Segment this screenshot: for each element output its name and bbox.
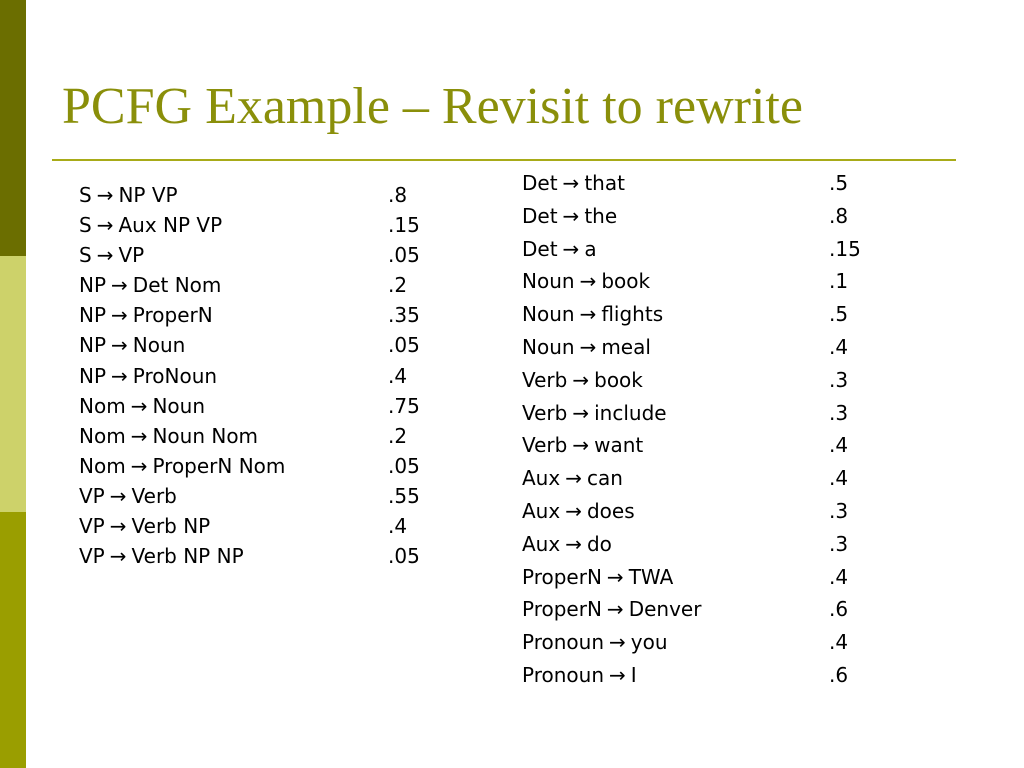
rule-rhs: you: [630, 630, 668, 655]
slide-title: PCFG Example – Revisit to rewrite: [62, 78, 803, 135]
grammar-rule-row: [79, 421, 420, 451]
rule-text: [522, 495, 829, 528]
rule-rhs: a: [584, 236, 597, 261]
rule-probability: .3: [829, 531, 849, 556]
rule-text: [79, 481, 388, 511]
arrow-right-icon: →: [572, 400, 590, 425]
arrow-right-icon: →: [109, 544, 127, 569]
arrow-right-icon: →: [130, 393, 148, 418]
arrow-right-icon: →: [562, 171, 580, 195]
rule-lhs: Verb: [522, 433, 568, 458]
rule-text: [79, 330, 388, 360]
arrow-right-icon: →: [96, 243, 114, 268]
rule-text: [79, 451, 388, 481]
arrow-right-icon: →: [109, 483, 127, 508]
rule-probability: .1: [829, 269, 849, 294]
rule-probability: .2: [388, 423, 408, 448]
rule-rhs: book: [594, 367, 643, 392]
rule-probability: .8: [829, 203, 849, 228]
grammar-rule-row: [79, 451, 420, 481]
rule-rhs: ProperN Nom: [152, 453, 286, 478]
sidebar-top-segment: [0, 0, 26, 256]
lexicon-rule-row: [522, 265, 861, 298]
rule-probability: .4: [829, 630, 849, 655]
rule-probability: .6: [829, 597, 849, 622]
rule-lhs: VP: [79, 483, 105, 508]
grammar-rule-row: [79, 481, 420, 511]
rule-lhs: Verb: [522, 400, 568, 425]
rule-lhs: Det: [522, 171, 558, 195]
lexicon-rule-row: [522, 167, 861, 200]
rule-text: [522, 659, 829, 692]
rule-text: [522, 364, 829, 397]
rule-text: [522, 265, 829, 298]
rule-rhs: Aux NP VP: [118, 213, 223, 238]
rule-probability: .5: [829, 302, 849, 327]
title-divider: [52, 159, 956, 161]
rule-rhs: Noun: [132, 333, 186, 358]
rule-probability: .55: [388, 483, 420, 508]
rule-probability: .5: [829, 171, 849, 195]
arrow-right-icon: →: [130, 453, 148, 478]
arrow-right-icon: →: [565, 531, 582, 556]
grammar-rule-row: [79, 270, 420, 300]
arrow-right-icon: →: [565, 466, 582, 491]
lexicon-rule-row: [522, 495, 861, 528]
rule-text: [79, 180, 388, 210]
lexicon-rule-row: [522, 200, 861, 233]
rule-probability: .15: [829, 236, 861, 261]
rule-lhs: Noun: [522, 302, 575, 327]
rule-probability: .4: [829, 564, 849, 589]
rule-lhs: Nom: [79, 423, 126, 448]
sidebar-bottom-segment: [0, 512, 26, 768]
rule-text: [522, 298, 829, 331]
grammar-rule-row: [79, 180, 420, 210]
rule-lhs: NP: [79, 303, 107, 328]
rule-lhs: Det: [522, 236, 558, 261]
rule-lhs: VP: [79, 544, 105, 569]
rule-text: [79, 240, 388, 270]
lexicon-rule-row: [522, 659, 861, 692]
rule-rhs: NP VP: [118, 183, 178, 207]
rule-rhs: Verb: [131, 483, 177, 508]
rule-lhs: Nom: [79, 453, 126, 478]
lexicon-rule-row: [522, 429, 861, 462]
arrow-right-icon: →: [111, 303, 128, 328]
lexicon-rule-row: [522, 331, 861, 364]
grammar-rule-row: [79, 541, 420, 571]
arrow-right-icon: →: [111, 333, 128, 358]
grammar-rule-row: [79, 210, 420, 240]
rule-rhs: VP: [118, 243, 145, 268]
rule-lhs: ProperN: [522, 597, 602, 622]
arrow-right-icon: →: [111, 363, 128, 388]
rule-lhs: Noun: [522, 269, 575, 294]
rule-rhs: TWA: [628, 564, 674, 589]
rule-probability: .3: [829, 400, 849, 425]
sidebar-decoration: [0, 0, 26, 768]
lexicon-rule-row: [522, 233, 861, 266]
arrow-right-icon: →: [572, 433, 590, 458]
rule-text: [79, 361, 388, 391]
rule-rhs: Verb NP: [131, 514, 211, 539]
rule-probability: .15: [388, 213, 420, 238]
rule-probability: .05: [388, 544, 420, 569]
rule-lhs: Verb: [522, 367, 568, 392]
rule-rhs: I: [630, 662, 637, 687]
rule-rhs: Noun Nom: [152, 423, 259, 448]
rule-text: [522, 167, 829, 200]
rule-lhs: S: [79, 243, 92, 268]
rule-probability: .05: [388, 453, 420, 478]
rule-lhs: Aux: [522, 531, 561, 556]
rule-lhs: NP: [79, 273, 107, 298]
rule-rhs: the: [584, 203, 618, 228]
rule-text: [79, 300, 388, 330]
rule-lhs: ProperN: [522, 564, 602, 589]
rule-text: [522, 593, 829, 626]
lexicon-rule-row: [522, 528, 861, 561]
rule-text: [79, 210, 388, 240]
grammar-rule-row: [79, 391, 420, 421]
rule-text: [522, 429, 829, 462]
rule-rhs: book: [601, 269, 651, 294]
arrow-right-icon: →: [109, 514, 127, 539]
rule-text: [522, 626, 829, 659]
rule-rhs: can: [586, 466, 623, 491]
rule-rhs: Verb NP NP: [131, 544, 244, 569]
rule-probability: .3: [829, 498, 849, 523]
rule-text: [522, 200, 829, 233]
arrow-right-icon: →: [562, 203, 580, 228]
arrow-right-icon: →: [579, 269, 597, 294]
rule-rhs: do: [586, 531, 612, 556]
lexicon-rule-row: [522, 364, 861, 397]
arrow-right-icon: →: [96, 183, 114, 207]
lexicon-rule-row: [522, 397, 861, 430]
rule-probability: .6: [829, 662, 849, 687]
grammar-rule-row: [79, 300, 420, 330]
lexicon-rule-row: [522, 462, 861, 495]
rule-lhs: S: [79, 213, 92, 238]
rule-rhs: flights: [601, 302, 664, 327]
rule-lhs: Det: [522, 203, 558, 228]
grammar-rules-table: [79, 180, 420, 571]
rule-rhs: ProNoun: [132, 363, 218, 388]
arrow-right-icon: →: [130, 423, 148, 448]
rule-text: [522, 331, 829, 364]
rule-lhs: Nom: [79, 393, 126, 418]
rule-text: [79, 391, 388, 421]
rule-rhs: ProperN: [132, 303, 213, 328]
arrow-right-icon: →: [606, 597, 624, 622]
rule-lhs: Aux: [522, 466, 561, 491]
lexicon-rule-row: [522, 561, 861, 594]
rule-probability: .4: [388, 514, 408, 539]
grammar-rule-row: [79, 511, 420, 541]
rule-probability: .8: [388, 183, 408, 207]
rule-text: [79, 511, 388, 541]
rule-rhs: does: [586, 498, 635, 523]
lexicon-rule-row: [522, 298, 861, 331]
grammar-rule-row: [79, 240, 420, 270]
arrow-right-icon: →: [579, 302, 597, 327]
rule-rhs: want: [594, 433, 644, 458]
rule-text: [522, 528, 829, 561]
rule-lhs: Pronoun: [522, 662, 604, 687]
lexicon-rule-row: [522, 593, 861, 626]
lexicon-rule-row: [522, 626, 861, 659]
rule-rhs: meal: [601, 334, 651, 359]
rule-lhs: NP: [79, 363, 107, 388]
rule-probability: .4: [829, 433, 849, 458]
rule-text: [522, 561, 829, 594]
rule-probability: .05: [388, 243, 420, 268]
rule-text: [79, 541, 388, 571]
rule-text: [522, 462, 829, 495]
rule-lhs: S: [79, 183, 92, 207]
rule-probability: .05: [388, 333, 420, 358]
arrow-right-icon: →: [562, 236, 580, 261]
rule-text: [79, 421, 388, 451]
rule-text: [522, 233, 829, 266]
rule-probability: .3: [829, 367, 849, 392]
rule-rhs: Noun: [152, 393, 206, 418]
rule-lhs: Noun: [522, 334, 575, 359]
rule-text: [79, 270, 388, 300]
rule-probability: .4: [829, 334, 849, 359]
rule-probability: .4: [829, 466, 849, 491]
arrow-right-icon: →: [572, 367, 590, 392]
arrow-right-icon: →: [579, 334, 597, 359]
rule-text: [522, 397, 829, 430]
rule-probability: .4: [388, 363, 408, 388]
rule-probability: .75: [388, 393, 420, 418]
rule-rhs: include: [594, 400, 667, 425]
arrow-right-icon: →: [111, 273, 128, 298]
rule-lhs: VP: [79, 514, 105, 539]
grammar-rule-row: [79, 330, 420, 360]
rule-lhs: Pronoun: [522, 630, 604, 655]
rule-rhs: Denver: [628, 597, 702, 622]
arrow-right-icon: →: [606, 564, 624, 589]
arrow-right-icon: →: [565, 498, 582, 523]
grammar-rule-row: [79, 361, 420, 391]
arrow-right-icon: →: [609, 662, 626, 687]
rule-probability: .2: [388, 273, 408, 298]
rule-lhs: Aux: [522, 498, 561, 523]
rule-rhs: that: [584, 171, 625, 195]
arrow-right-icon: →: [96, 213, 114, 238]
rule-rhs: Det Nom: [132, 273, 222, 298]
lexicon-rules-table: [522, 167, 861, 692]
rule-probability: .35: [388, 303, 420, 328]
arrow-right-icon: →: [609, 630, 626, 655]
sidebar-middle-segment: [0, 256, 26, 512]
rule-lhs: NP: [79, 333, 107, 358]
